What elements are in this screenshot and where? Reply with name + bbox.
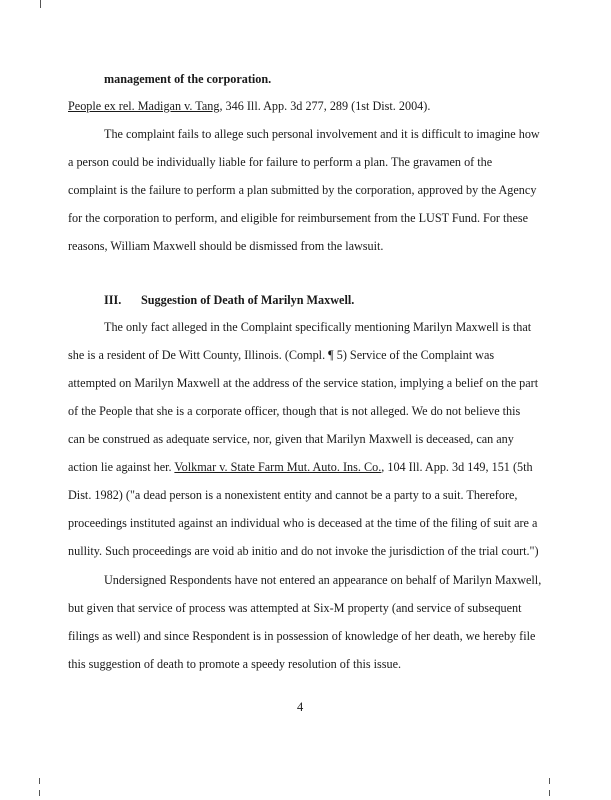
para1-line-2: a person could be individually liable for failure to perform a plan. The gravamen of the — [68, 155, 493, 169]
para3-line-4: this suggestion of death to promote a speedy resolution of this issue. — [68, 657, 402, 671]
para2-line-9: nullity. Such proceedings are void ab initio and do not invoke the jurisdiction of the trial court.") — [68, 544, 539, 558]
margin-mark — [40, 0, 41, 8]
citation-line — [68, 99, 430, 113]
section-heading-tail: management of the corporation. — [104, 72, 272, 86]
citation-reference: , 346 Ill. App. 3d 277, 289 (1st Dist. 2004). — [219, 99, 431, 113]
para1-line-1: The complaint fails to allege such personal involvement and it is difficult to imagine how — [104, 127, 540, 141]
margin-mark — [39, 790, 40, 796]
para1-line-4: for the corporation to perform, and eligible for reimbursement from the LUST Fund. For these — [68, 211, 529, 225]
margin-mark — [549, 790, 550, 796]
section-number: III. — [104, 293, 122, 307]
para2-line-8: proceedings instituted against an individual who is deceased at the time of the filing of suit are a — [68, 516, 538, 530]
line6-text-before: action lie against her. — [68, 460, 175, 474]
para2-line-5: can be construed as adequate service, nor, given that Marilyn Maxwell is deceased, can any — [68, 432, 514, 446]
citation-case-name: People ex rel. Madigan v. Tang — [68, 99, 220, 113]
para2-line-6 — [68, 460, 533, 474]
para2-line-1: The only fact alleged in the Complaint specifically mentioning Marilyn Maxwell is that — [104, 320, 532, 334]
para2-line-4: of the People that she is a corporate officer, though that is not alleged. We do not believe this — [68, 404, 521, 418]
margin-mark — [549, 778, 550, 784]
para1-line-5: reasons, William Maxwell should be dismissed from the lawsuit. — [68, 239, 384, 253]
para3-line-2: but given that service of process was attempted at Six-M property (and service of subsequent — [68, 601, 522, 615]
page-number: 4 — [297, 700, 304, 714]
para2-line-7: Dist. 1982) ("a dead person is a nonexistent entity and cannot be a party to a suit. Therefore, — [68, 488, 518, 502]
para2-line-3: attempted on Marilyn Maxwell at the address of the service station, implying a belief on the part — [68, 376, 539, 390]
section-title: Suggestion of Death of Marilyn Maxwell. — [141, 293, 355, 307]
volkmar-case-name: Volkmar v. State Farm Mut. Auto. Ins. Co. — [174, 460, 382, 474]
para3-line-1: Undersigned Respondents have not entered an appearance on behalf of Marilyn Maxwell, — [104, 573, 542, 587]
para3-line-3: filings as well) and since Respondent is in possession of knowledge of her death, we hereby file — [68, 629, 536, 643]
para2-line-2: she is a resident of De Witt County, Illinois. (Compl. ¶ 5) Service of the Complaint was — [68, 348, 495, 362]
margin-mark — [39, 778, 40, 784]
line6-text-after: , 104 Ill. App. 3d 149, 151 (5th — [381, 460, 533, 474]
para1-line-3: complaint is the failure to perform a plan submitted by the corporation, approved by the Agency — [68, 183, 537, 197]
